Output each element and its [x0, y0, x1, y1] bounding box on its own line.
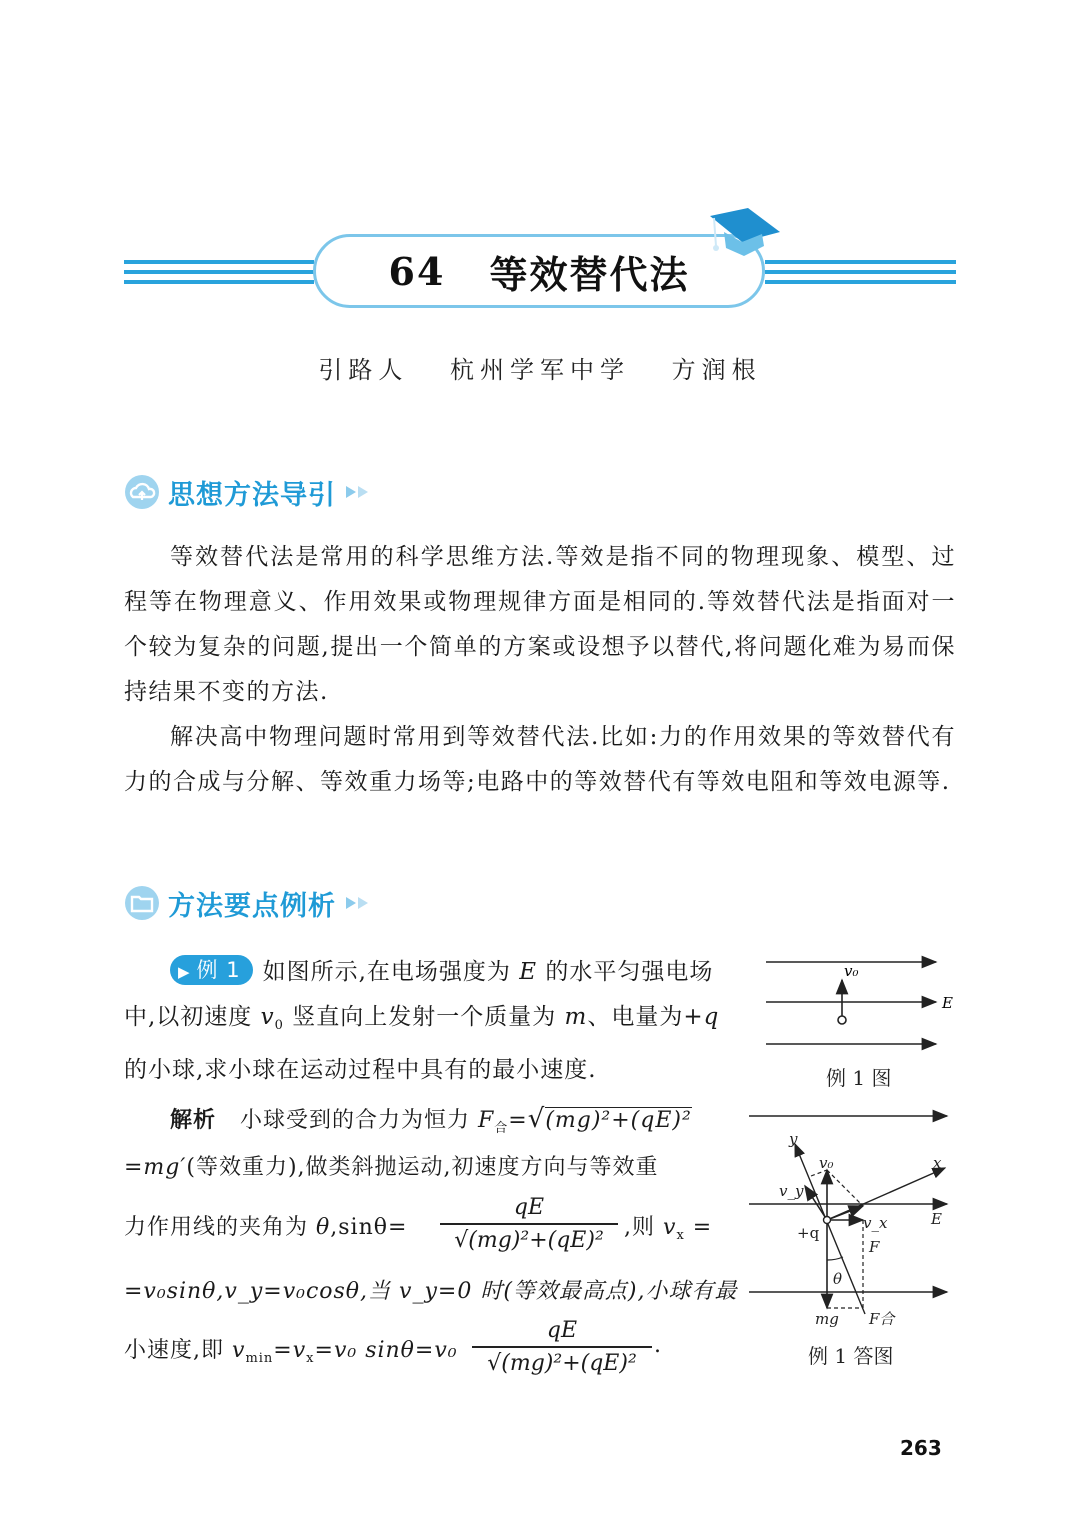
solution-line-3: 力作用线的夹角为 θ,sinθ= [124, 1215, 408, 1240]
banner-stripe-left-2 [124, 270, 314, 274]
section-heading-guide [124, 472, 374, 512]
solution-line-4: =v₀sinθ,v_y=v₀cosθ,当 v_y=0 时(等效最高点),小球有最 [124, 1279, 738, 1304]
double-chevron-icon [344, 895, 374, 911]
answer-label-vx: v_x [863, 1214, 888, 1232]
folder-icon [124, 885, 160, 921]
solution-line-3b: ,则 $v_x$ = [624, 1215, 713, 1243]
section-heading-examples [124, 883, 374, 923]
guide-line [0, 350, 1080, 385]
answer-label-F: F [869, 1238, 880, 1256]
solution-line-1: 解析 小球受到的合力为恒力 $F_合=√(mg)^2+(qE)^2$ [170, 1104, 692, 1136]
solution-label: 解析 [170, 1107, 217, 1133]
section-title-guide: 思想方法导引 [168, 479, 336, 511]
graduation-cap-icon [704, 206, 784, 262]
guide-author: 方润根 [671, 356, 762, 384]
banner-stripe-right-2 [765, 270, 956, 274]
solution-line-2: =mg′(等效重力),做类斜抛运动,初速度方向与等效重 [124, 1155, 659, 1180]
page-number: 263 [900, 1436, 942, 1460]
solution-line-5: 小速度,即 $v_{min}=v_x=v_0$ sinθ=v₀ [124, 1338, 458, 1366]
double-chevron-icon [344, 484, 374, 500]
vmin-fraction: qE √(mg)²+(qE)² [472, 1318, 652, 1376]
answer-label-vy: v_y [779, 1182, 804, 1200]
chapter-number: 64 [388, 248, 446, 294]
answer-label-E: E [931, 1210, 942, 1228]
chapter-title [313, 234, 765, 308]
guide-school: 杭州学军中学 [450, 356, 630, 384]
banner-stripe-right-1 [765, 260, 956, 264]
figure-label-E: E [942, 994, 953, 1012]
answer-label-v0: v₀ [819, 1154, 834, 1172]
guide-role: 引路人 [318, 356, 409, 384]
example-badge: ▶ 例 1 [170, 955, 253, 985]
banner-stripe-left-3 [124, 280, 314, 284]
answer-label-x: x [933, 1154, 942, 1172]
cloud-icon [124, 474, 160, 510]
figure-caption: 例 1 图 [826, 1066, 892, 1090]
section-title-examples: 方法要点例析 [168, 890, 336, 922]
example-1-answer-figure [745, 1102, 955, 1332]
chapter-name: 等效替代法 [489, 251, 690, 297]
answer-label-q: +q [797, 1224, 820, 1242]
intro-paragraph-2: 解决高中物理问题时常用到等效替代法.比如:力的作用效果的等效替代有力的合成与分解、等效重力场等;电路中的等效替代有等效电阻和等效电源等. [124, 724, 956, 795]
answer-label-Fhe: F合 [869, 1310, 895, 1328]
example-1-figure [760, 950, 960, 1060]
play-icon: ▶ [178, 963, 191, 981]
example-1-problem: ▶ 例 1 如图所示,在电场强度为 E 的水平匀强电场中,以初速度 $v_0$ 竖直向上发射一个质量为 m、电量为+q 的小球,求小球在运动过程中具有的最小速度. [124, 950, 744, 1093]
solution-period: . [654, 1333, 662, 1358]
answer-label-mg: mg [815, 1310, 839, 1328]
banner-stripe-right-3 [765, 280, 956, 284]
figure-label-v0: v₀ [844, 962, 859, 980]
answer-figure-caption: 例 1 答图 [808, 1344, 894, 1368]
answer-label-theta: θ [833, 1270, 843, 1288]
banner-stripe-left-1 [124, 260, 314, 264]
intro-paragraph-1: 等效替代法是常用的科学思维方法.等效是指不同的物理现象、模型、过程等在物理意义、作用效果或物理规律方面是相同的.等效替代法是指面对一个较为复杂的问题,提出一个简单的方案或设想予以替代,将问题化难为易而保持结果不变的方法. [124, 544, 956, 705]
sin-theta-fraction: qE √(mg)²+(qE)² [440, 1195, 618, 1253]
answer-label-y: y [789, 1130, 798, 1148]
